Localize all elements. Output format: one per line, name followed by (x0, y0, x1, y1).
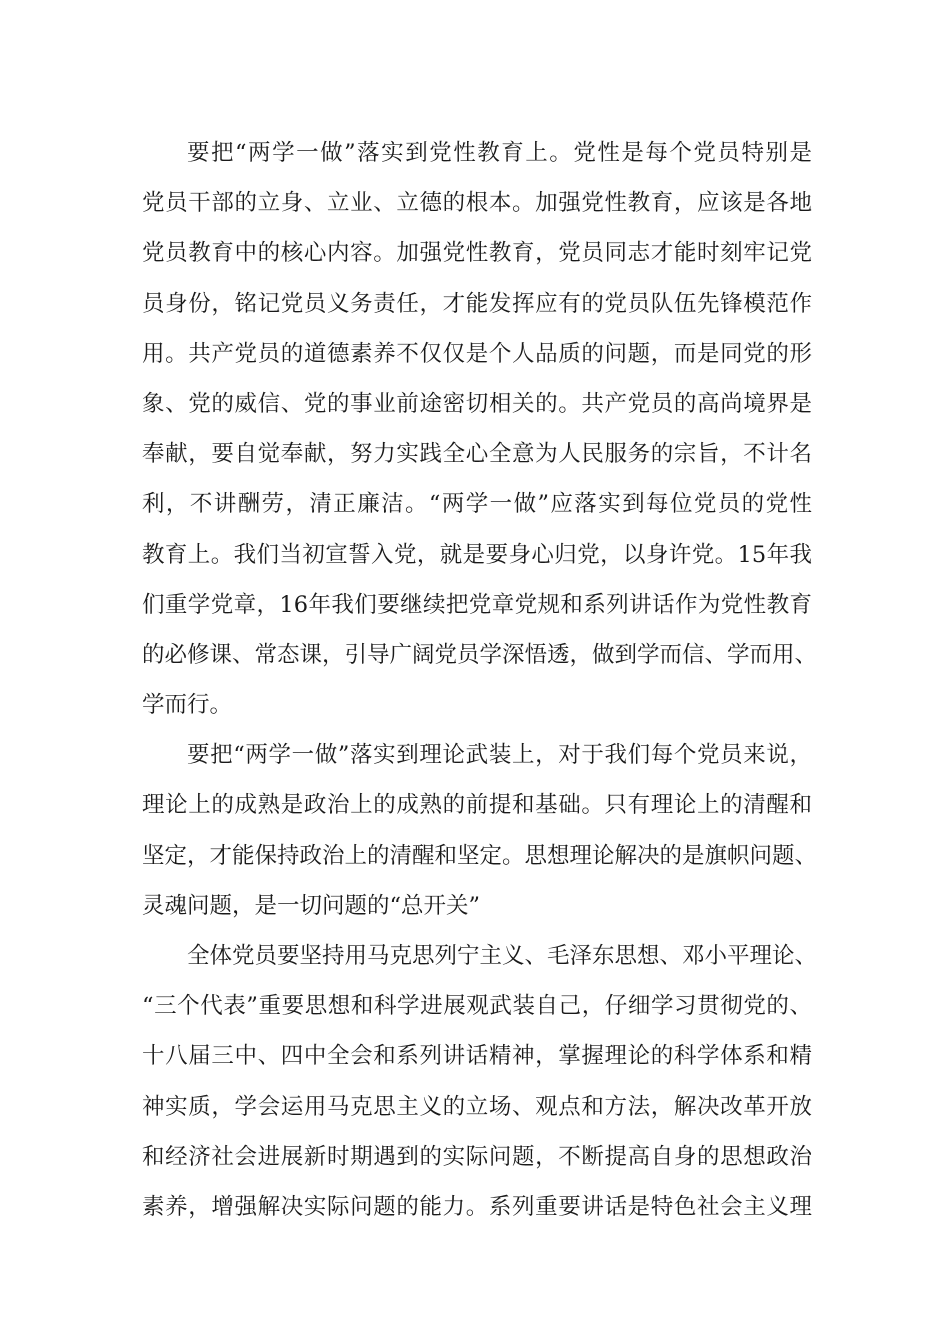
paragraph-theory-armament (142, 730, 818, 931)
text-line: 坚定，才能保持政治上的清醒和坚定。思想理论解决的是旗帜问题、 (142, 842, 818, 869)
text-line: 的必修课、常态课，引导广阔党员学深悟透，做到学而信、学而用、 (142, 641, 818, 668)
text-line: 学而行。 (142, 692, 233, 719)
text-line: 们重学党章，16年我们要继续把党章党规和系列讲话作为党性教育 (142, 591, 812, 618)
text-line: 要把“两学一做”落实到党性教育上。党性是每个党员特别是 (187, 140, 812, 166)
text-line: 象、党的威信、党的事业前途密切相关的。共产党员的高尚境界是 (142, 390, 812, 417)
paragraph-all-members (142, 931, 818, 1232)
text-line: 员身份，铭记党员义务责任，才能发挥应有的党员队伍先锋模范作 (142, 290, 812, 317)
text-line: 神实质，学会运用马克思主义的立场、观点和方法，解决改革开放 (142, 1093, 812, 1120)
text-line: 利，不讲酬劳，清正廉洁。“两学一做”应落实到每位党员的党性 (142, 491, 812, 518)
text-line: 和经济社会进展新时期遇到的实际问题，不断提高自身的思想政治 (142, 1143, 812, 1170)
text-line: 党员干部的立身、立业、立德的根本。加强党性教育，应该是各地 (142, 190, 812, 217)
text-line: 理论上的成熟是政治上的成熟的前提和基础。只有理论上的清醒和 (142, 792, 812, 819)
text-line: 全体党员要坚持用马克思列宁主义、毛泽东思想、邓小平理论、 (187, 943, 818, 969)
document-body (142, 128, 818, 1232)
text-line: “三个代表”重要思想和科学进展观武装自己，仔细学习贯彻党的、 (142, 993, 812, 1020)
text-line: 奉献，要自觉奉献，努力实践全心全意为人民服务的宗旨，不计名 (142, 441, 812, 468)
text-line: 党员教育中的核心内容。加强党性教育，党员同志才能时刻牢记党 (142, 240, 812, 267)
text-line: 用。共产党员的道德素养不仅仅是个人品质的问题，而是同党的形 (142, 340, 812, 367)
text-line: 十八届三中、四中全会和系列讲话精神，掌握理论的科学体系和精 (142, 1043, 812, 1070)
text-line: 教育上。我们当初宣誓入党，就是要身心归党，以身许党。15年我 (142, 541, 812, 568)
text-line: 素养，增强解决实际问题的能力。系列重要讲话是特色社会主义理 (142, 1193, 812, 1220)
text-line: 要把“两学一做”落实到理论武装上，对于我们每个党员来说， (187, 742, 812, 769)
text-line: 灵魂问题，是一切问题的“总开关” (142, 892, 481, 919)
paragraph-party-spirit (142, 128, 818, 730)
